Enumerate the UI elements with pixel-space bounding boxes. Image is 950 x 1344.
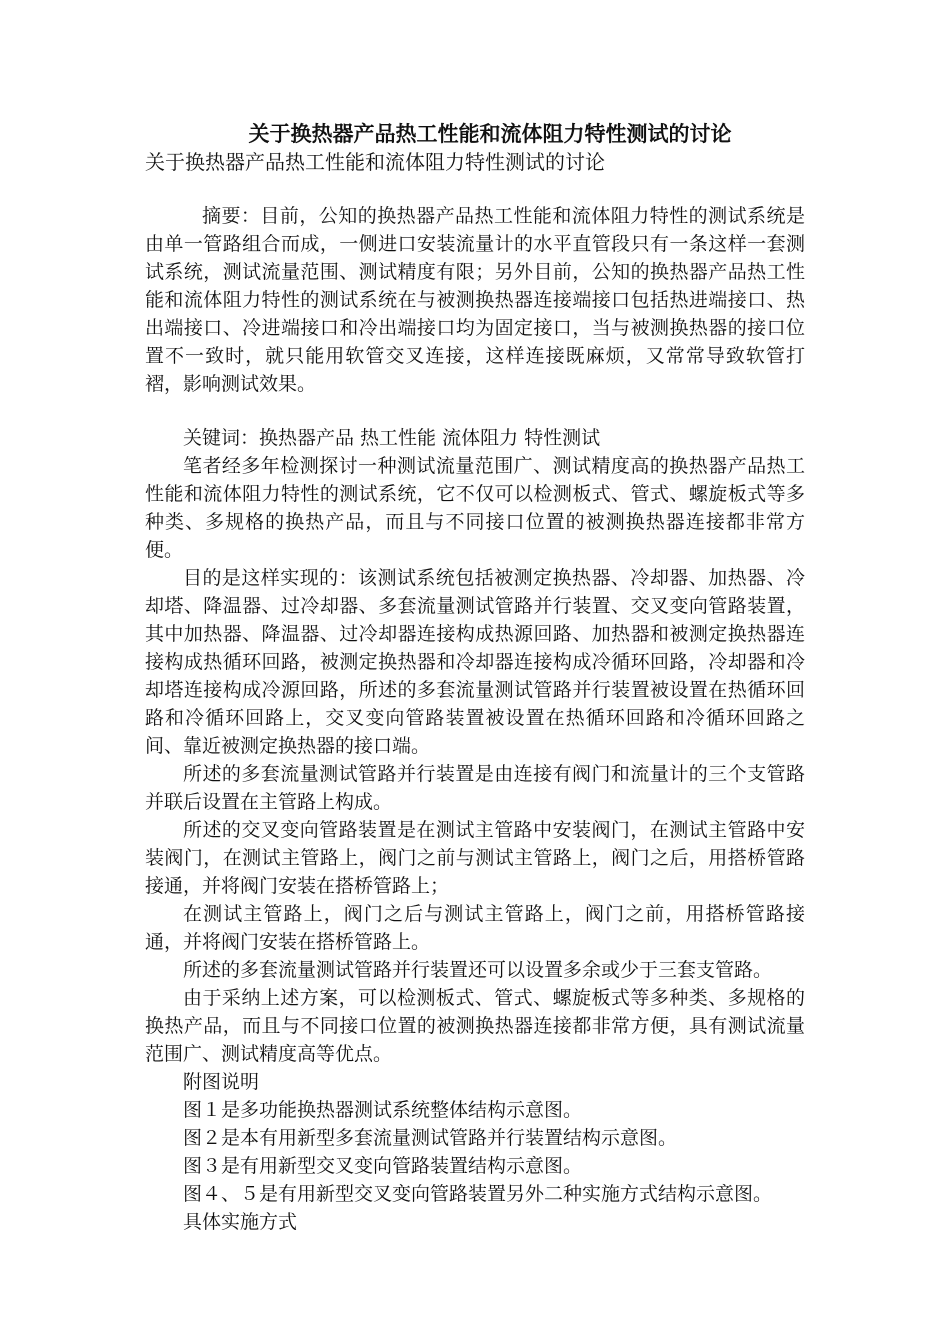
body-paragraph: 在测试主管路上，阀门之后与测试主管路上，阀门之前，用搭桥管路接通，并将阀门安装在搭桥管路上。 bbox=[145, 903, 805, 953]
figures-heading: 附图说明 bbox=[183, 1071, 260, 1093]
abstract-paragraph: 摘要：目前，公知的换热器产品热工性能和流体阻力特性的测试系统是由单一管路组合而成，一侧进口安装流量计的水平直管段只有一条这样一套测试系统，测试流量范围、测试精度有限；另外目前，公知的换热器产品热工性能和流体阻力特性的测试系统在与被测换热器连接端接口包括热进端接口、热出端接口、冷进端接口和冷出端接口均为固定接口，当与被测换热器的接口位置不一致时，就只能用软管交叉连接，这样连接既麻烦，又常常导致软管打褶，影响测试效果。 bbox=[145, 205, 805, 395]
body-paragraph: 由于采纳上述方案，可以检测板式、管式、螺旋板式等多种类、多规格的换热产品，而且与不同接口位置的被测换热器连接都非常方便，具有测试流量范围广、测试精度高等优点。 bbox=[145, 987, 805, 1065]
body-paragraph: 所述的多套流量测试管路并行装置是由连接有阀门和流量计的三个支管路并联后设置在主管路上构成。 bbox=[145, 763, 805, 813]
body-paragraph: 目的是这样实现的：该测试系统包括被测定换热器、冷却器、加热器、冷却塔、降温器、过冷却器、多套流量测试管路并行装置、交叉变向管路装置，其中加热器、降温器、过冷却器连接构成热源回路、加热器和被测定换热器连接构成热循环回路，被测定换热器和冷却器连接构成冷循环回路，冷却器和冷却塔连接构成冷源回路，所述的多套流量测试管路并行装置被设置在热循环回路和冷循环回路上，交叉变向管路装置被设置在热循环回路和冷循环回路之间、靠近被测定换热器的接口端。 bbox=[145, 567, 805, 757]
document-body bbox=[145, 120, 805, 1236]
body-paragraph: 笔者经多年检测探讨一种测试流量范围广、测试精度高的换热器产品热工性能和流体阻力特性的测试系统，它不仅可以检测板式、管式、螺旋板式等多种类、多规格的换热产品，而且与不同接口位置的被测换热器连接都非常方便。 bbox=[145, 455, 805, 561]
document-title: 关于换热器产品热工性能和流体阻力特性测试的讨论 bbox=[248, 121, 732, 146]
implementation-heading: 具体实施方式 bbox=[183, 1211, 298, 1233]
document-subtitle: 关于换热器产品热工性能和流体阻力特性测试的讨论 bbox=[145, 150, 605, 174]
body-paragraph: 所述的多套流量测试管路并行装置还可以设置多余或少于三套支管路。 bbox=[183, 959, 773, 981]
figure-caption-line: 图１是多功能换热器测试系统整体结构示意图。 bbox=[183, 1099, 583, 1121]
figure-caption-line: 图３是有用新型交叉变向管路装置结构示意图。 bbox=[183, 1155, 583, 1177]
body-paragraph: 所述的交叉变向管路装置是在测试主管路中安装阀门，在测试主管路中安装阀门，在测试主管路上，阀门之前与测试主管路上，阀门之后，用搭桥管路接通，并将阀门安装在搭桥管路上； bbox=[145, 819, 805, 897]
keywords-line: 关键词：换热器产品 热工性能 流体阻力 特性测试 bbox=[183, 427, 601, 449]
figure-caption-line: 图４、５是有用新型交叉变向管路装置另外二种实施方式结构示意图。 bbox=[183, 1183, 773, 1205]
figure-caption-line: 图２是本有用新型多套流量测试管路并行装置结构示意图。 bbox=[183, 1127, 678, 1149]
